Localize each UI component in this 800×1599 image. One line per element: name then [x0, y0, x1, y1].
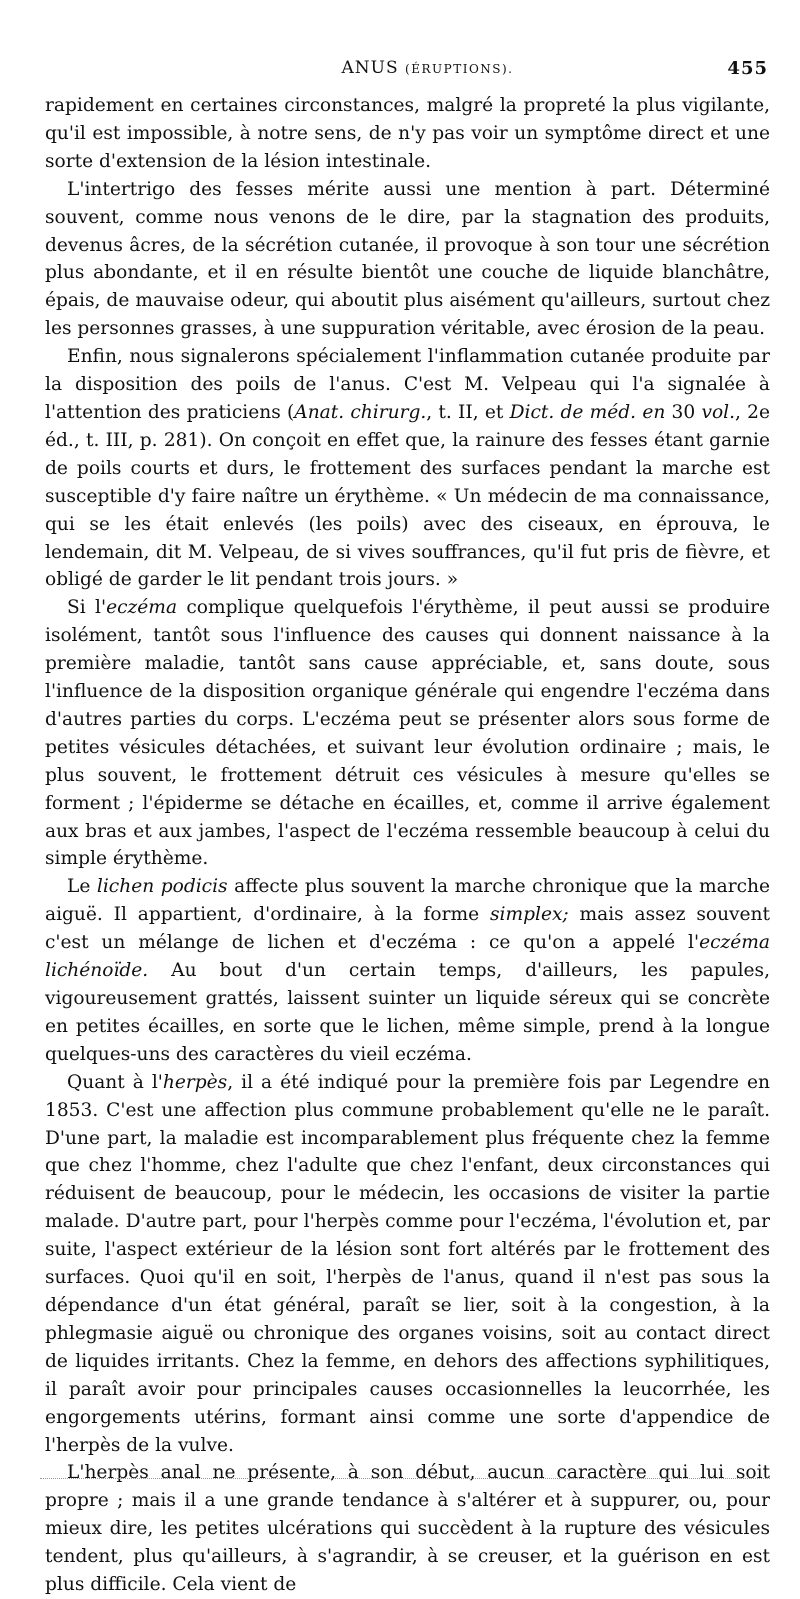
paragraph [45, 176, 770, 343]
text-segment: Enfin, nous signalerons spécialement l'inflammation cutanée produite par la disposition des poils de l'anus. C'est M. Velpeau qui l'a signalée à l'attention des praticiens ( [45, 346, 770, 423]
text-segment: L'herpès anal ne présente, à son début, aucun caractère qui lui soit propre ; mais il a une grande tendance à s'altérer et à suppurer, ou, pour mieux dire, les petites ulcérations qui succèdent à la rupture des vésicules tendent, plus qu'ailleurs, à s'agrandir, à se creuser, et la guérison en est plus difficile. Cela vient de [45, 1462, 770, 1596]
paragraph [45, 1459, 770, 1599]
page-number: 455 [727, 58, 768, 79]
italic-segment: Dict. de méd. en [509, 401, 666, 423]
text-segment: , il a été indiqué pour la première fois par Legendre en 1853. C'est une affection plus commune probablement qu'elle ne le paraît. D'une part, la maladie est incomparablement plus fréquente chez la femme que chez l'homme, chez l'adulte que chez l'enfant, deux circonstances qui réduisent de beaucoup, pour le médecin, les occasions de visiter la partie malade. D'autre part, pour l'herpès comme pour l'eczéma, l'évolution et, par suite, l'aspect extérieur de la lésion sont fort altérés par le frottement des surfaces. Quoi qu'il en soit, l'herpès de l'anus, quand il n'est pas sous la dépendance d'un état général, paraît se lier, soit à la congestion, à la phlegmasie aiguë ou chronique des organes voisins, soit au contact direct de liquides irritants. Chez la femme, en dehors des affections syphilitiques, il paraît avoir pour principales causes occasionnelles la leucorrhée, les engorgements utérins, formant ainsi comme une sorte d'appendice de l'herpès de la vulve. [45, 1071, 770, 1456]
text-segment: , t. II, et [426, 401, 510, 423]
paragraph [45, 343, 770, 594]
italic-segment: lichen podicis [96, 876, 228, 898]
text-segment: 30 [665, 401, 702, 423]
text-segment: , 2e éd., t. III, p. 281). On conçoit en effet que, la rainure des fesses étant garnie de poils courts et durs, le frottement des surfaces pendant la marche est susceptible d'y faire naître un érythème. « Un médecin de ma connaissance, qui se les était enlevés (les poils) avec des ciseaux, en éprouva, le lendemain, dit M. Velpeau, de si vives souffrances, qu'il fut pris de fièvre, et obligé de garder le lit pendant trois jours. » [45, 401, 770, 591]
text-segment: rapidement en certaines circonstances, malgré la propreté la plus vigilante, qu'il est impossible, à notre sens, de n'y pas voir un symptôme direct et une sorte d'extension de la lésion intestinale. [45, 95, 770, 172]
running-head [45, 58, 770, 92]
italic-segment: eczéma lichénoïde. [45, 932, 770, 982]
running-title-sub: (ÉRUPTIONS). [405, 62, 514, 76]
text-segment: affecte plus souvent la marche chronique que la marche aiguë. Il appartient, d'ordinaire, à la forme [45, 876, 770, 926]
text-segment: complique quelquefois l'érythème, il peut aussi se produire isolément, tantôt sous l'influence des causes qui donnent naissance à la première maladie, tantôt sans cause appréciable, et, sans doute, sous l'influence de la disposition organique générale qui engendre l'eczéma dans d'autres parties du corps. L'eczéma peut se présenter alors sous forme de petites vésicules détachées, et suivant leur évolution ordinaire ; mais, le plus souvent, le frottement détruit ces vésicules à mesure qu'elles se forment ; l'épiderme se détache en écailles, et, comme il arrive également aux bras et aux jambes, l'aspect de l'eczéma ressemble beaucoup à celui du simple érythème. [45, 597, 771, 870]
italic-segment: eczéma [106, 597, 178, 619]
text-segment: Quant à l' [67, 1071, 163, 1093]
paragraph [45, 873, 770, 1068]
italic-segment: herpès [162, 1071, 228, 1093]
text-segment: Si l' [67, 597, 107, 619]
running-title [342, 58, 514, 78]
italic-segment: vol. [701, 401, 736, 423]
text-segment: L'intertrigo des fesses mérite aussi une mention à part. Déterminé souvent, comme nous venons de le dire, par la stagnation des produits, devenus âcres, de la sécrétion cutanée, il provoque à son tour une sécrétion plus abondante, et il en résulte bientôt une couche de liquide blanchâtre, épais, de mauvaise odeur, qui aboutit plus aisément qu'ailleurs, surtout chez les personnes grasses, à une suppuration véritable, avec érosion de la peau. [45, 178, 770, 340]
text-segment: Au bout d'un certain temps, d'ailleurs, les papules, vigoureusement grattés, laissent suinter un liquide séreux qui se concrète en petites écailles, en sorte que le lichen, même simple, prend à la longue quelques-uns des caractères du vieil eczéma. [45, 960, 770, 1065]
text-segment: Le [67, 876, 97, 898]
body-text [45, 92, 770, 1599]
paragraph [45, 92, 770, 176]
italic-segment: Anat. chirurg. [294, 401, 427, 423]
paragraph [45, 594, 770, 873]
footer-dotted-rule [40, 1478, 770, 1479]
italic-segment: simplex; [489, 904, 569, 926]
running-title-main: ANUS [341, 58, 399, 78]
paragraph [45, 1069, 770, 1460]
text-segment: mais assez souvent c'est un mélange de lichen et d'eczéma : ce qu'on a appelé l' [45, 904, 770, 954]
